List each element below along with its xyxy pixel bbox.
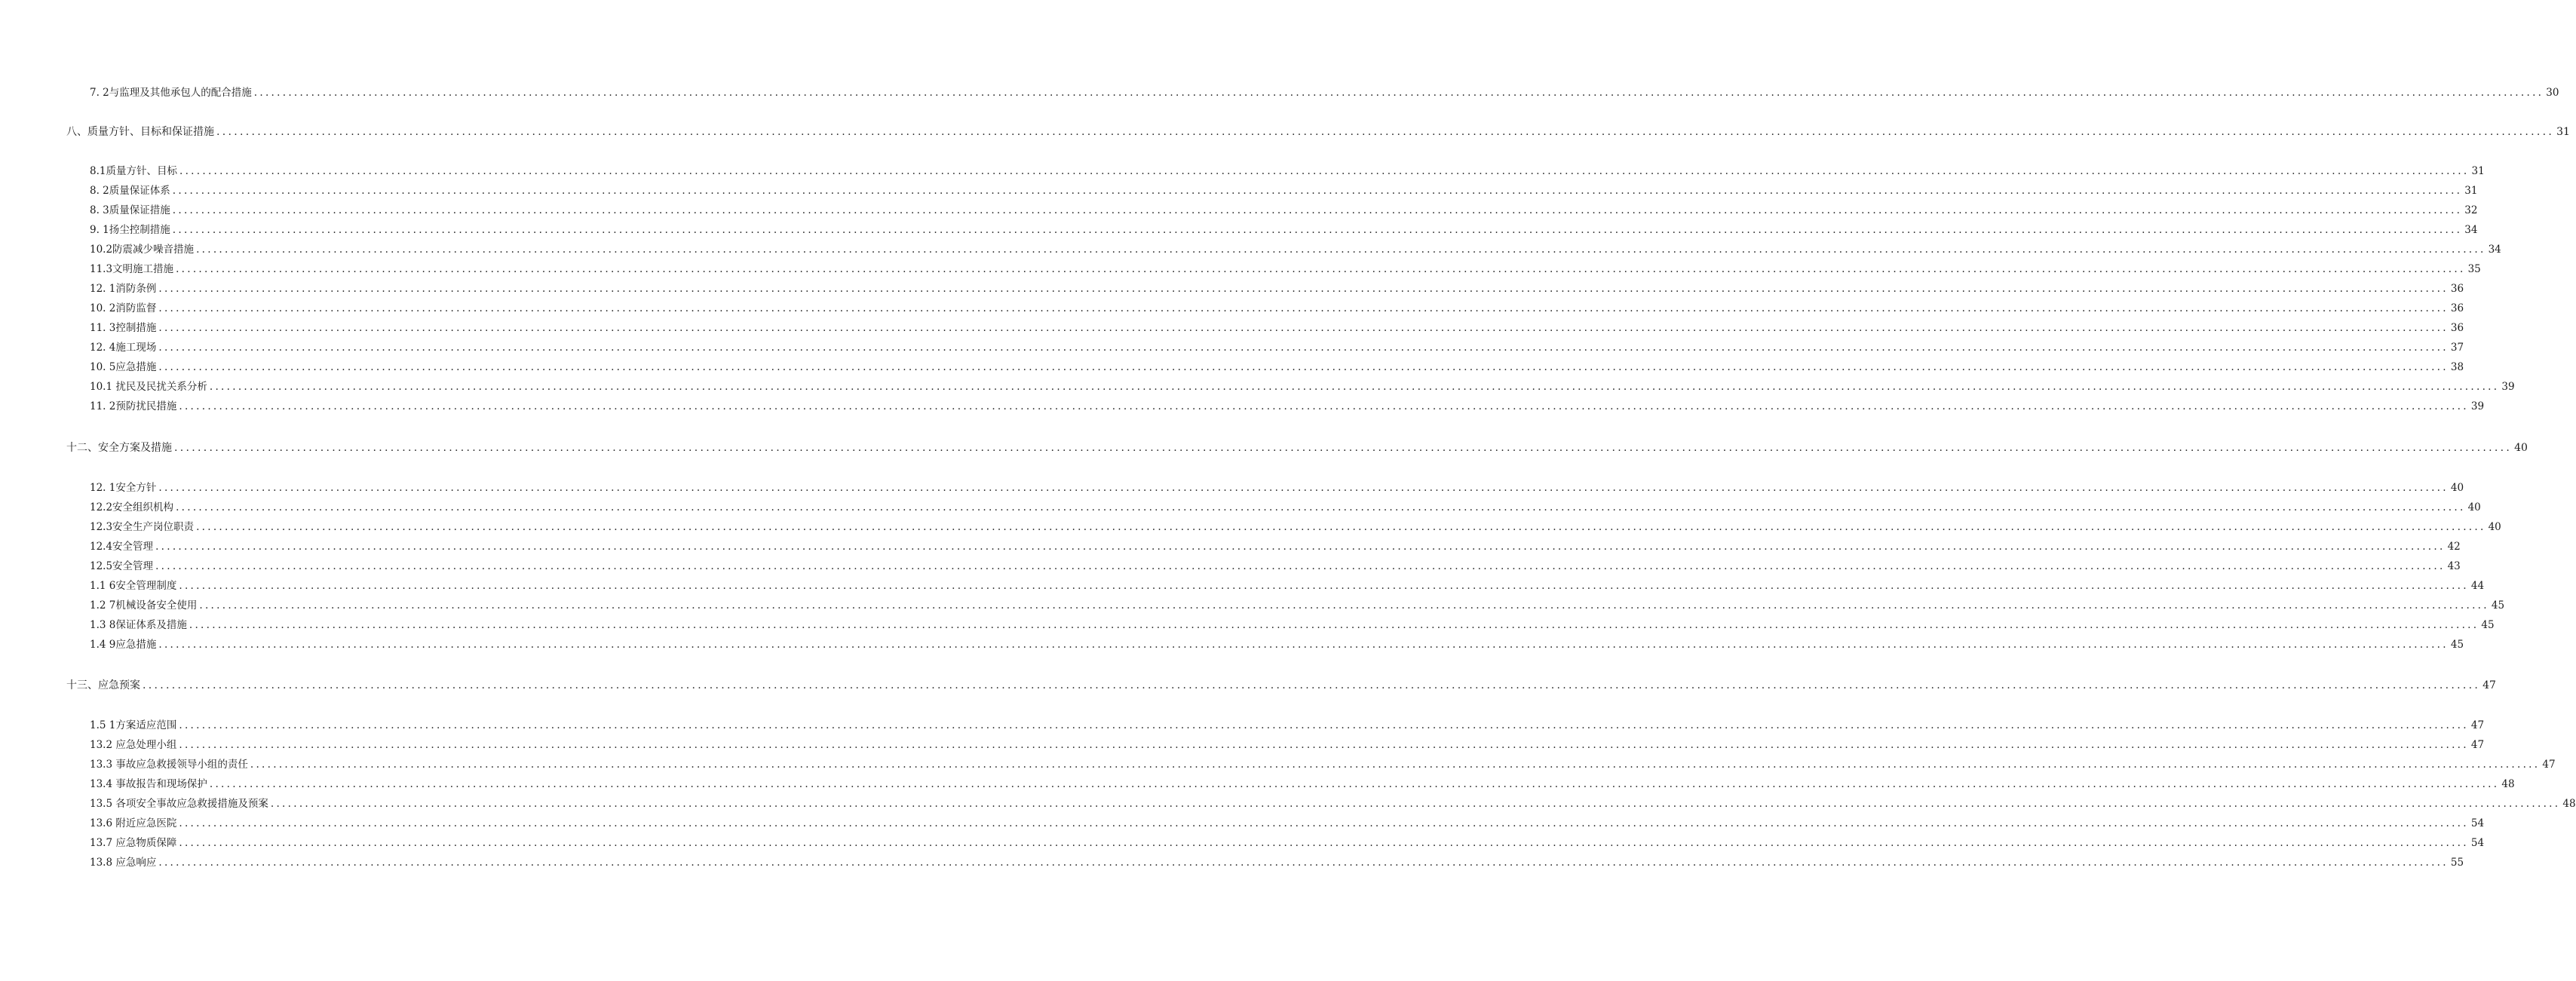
toc-entry-page: 39 [2501,381,2515,393]
toc-leader-dots: ................................................................................................................................................................................................................................................................................................................................................................................................................ [155,541,2446,553]
toc-entry[interactable] [90,320,2464,336]
toc-leader-dots: ................................................................................................................................................................................................................................................................................................................................................................................................................ [172,224,2463,236]
toc-entry-title: 13.5 各项安全事故应急救援措施及预案 [90,798,268,810]
toc-entry[interactable] [90,281,2464,297]
toc-entry[interactable] [90,222,2478,238]
toc-entry-title: 1.5 1方案适应范围 [90,719,177,731]
toc-entry-title: 8. 3质量保证措施 [90,204,170,216]
toc-entry-page: 34 [2464,224,2478,236]
toc-entry-page: 45 [2481,619,2495,631]
toc-entry-title: 12.5安全管理 [90,560,154,572]
toc-section-title: 十三、应急预案 [66,679,140,691]
toc-leader-dots: ................................................................................................................................................................................................................................................................................................................................................................................................................ [253,87,2544,99]
toc-section[interactable] [66,677,2496,694]
toc-leader-dots: ................................................................................................................................................................................................................................................................................................................................................................................................................ [158,322,2449,334]
toc-entry[interactable] [90,379,2515,395]
toc-entry-title: 7. 2与监理及其他承包人的配合措施 [90,87,252,99]
toc-leader-dots: ................................................................................................................................................................................................................................................................................................................................................................................................................ [209,381,2500,393]
toc-entry-title: 13.8 应急响应 [90,857,157,869]
toc-entry[interactable] [90,776,2515,792]
toc-entry-page: 54 [2470,817,2485,829]
toc-entry-title: 9. 1扬尘控制措施 [90,224,170,236]
toc-entry-page: 45 [2491,599,2505,612]
toc-entry-page: 40 [2488,521,2501,533]
toc-leader-dots: ................................................................................................................................................................................................................................................................................................................................................................................................................ [143,679,2481,691]
toc-entry-page: 47 [2470,719,2485,731]
toc-entry-title: 10. 5应急措施 [90,361,157,373]
toc-entry-title: 8.1质量方针、目标 [90,165,177,177]
toc-entry-page: 38 [2450,361,2464,373]
toc-entry-page: 37 [2450,342,2464,354]
toc-entry[interactable] [90,854,2464,871]
toc-entry[interactable] [90,241,2501,258]
toc-leader-dots: ................................................................................................................................................................................................................................................................................................................................................................................................................ [179,165,2470,177]
toc-entry-title: 11. 2预防扰民措施 [90,400,177,412]
toc-entry-title: 11.3文明施工措施 [90,263,174,275]
toc-leader-dots: ................................................................................................................................................................................................................................................................................................................................................................................................................ [196,244,2486,256]
toc-entry[interactable] [90,717,2485,734]
toc-entry-page: 48 [2501,778,2515,790]
toc-leader-dots: ................................................................................................................................................................................................................................................................................................................................................................................................................ [209,778,2500,790]
toc-entry-title: 12. 4施工现场 [90,342,157,354]
toc-leader-dots: ................................................................................................................................................................................................................................................................................................................................................................................................................ [270,798,2561,810]
toc-entry-title: 1.3 8保证体系及措施 [90,619,187,631]
toc-entry-page: 45 [2450,639,2464,651]
toc-entry[interactable] [90,84,2559,101]
toc-entry-page: 34 [2488,244,2501,256]
toc-section-title: 八、质量方针、目标和保证措施 [66,126,214,138]
toc-entry[interactable] [90,597,2505,614]
toc-entry-page: 40 [2467,501,2481,513]
toc-leader-dots: ................................................................................................................................................................................................................................................................................................................................................................................................................ [172,204,2463,216]
toc-entry-title: 12.3安全生产岗位职责 [90,521,195,533]
toc-leader-dots: ................................................................................................................................................................................................................................................................................................................................................................................................................ [179,817,2469,829]
toc-entry-title: 1.4 9应急措施 [90,639,157,651]
toc-leader-dots: ................................................................................................................................................................................................................................................................................................................................................................................................................ [158,361,2449,373]
toc-entry-page: 31 [2464,185,2478,197]
toc-leader-dots: ................................................................................................................................................................................................................................................................................................................................................................................................................ [179,719,2469,731]
toc-entry-page: 30 [2546,87,2559,99]
toc-section-page: 31 [2556,126,2570,138]
toc-entry[interactable] [90,636,2464,653]
toc-entry-title: 13.4 事故报告和现场保护 [90,778,207,790]
toc-leader-dots: ................................................................................................................................................................................................................................................................................................................................................................................................................ [176,501,2466,513]
toc-entry-page: 31 [2471,165,2485,177]
toc-entry-title: 13.2 应急处理小组 [90,739,177,751]
toc-entry-page: 54 [2470,837,2485,849]
toc-entry-title: 13.6 附近应急医院 [90,817,177,829]
toc-leader-dots: ................................................................................................................................................................................................................................................................................................................................................................................................................ [158,857,2449,869]
toc-entry[interactable] [90,300,2464,317]
toc-entry[interactable] [90,558,2461,575]
toc-entry[interactable] [90,163,2485,179]
toc-entry-page: 36 [2450,322,2464,334]
toc-entry-page: 42 [2447,541,2461,553]
toc-section[interactable] [66,440,2528,456]
toc-entry-title: 12.4安全管理 [90,541,154,553]
toc-entry-page: 43 [2447,560,2461,572]
toc-leader-dots: ................................................................................................................................................................................................................................................................................................................................................................................................................ [176,263,2466,275]
toc-entry[interactable] [90,578,2485,594]
toc-leader-dots: ................................................................................................................................................................................................................................................................................................................................................................................................................ [179,580,2469,592]
toc-entry[interactable] [90,202,2478,219]
toc-entry-page: 36 [2450,302,2464,314]
toc-entry[interactable] [90,538,2461,555]
toc-entry[interactable] [90,359,2464,376]
toc-entry[interactable] [90,796,2576,812]
toc-leader-dots: ................................................................................................................................................................................................................................................................................................................................................................................................................ [158,302,2449,314]
toc-entry[interactable] [90,261,2481,277]
toc-leader-dots: ................................................................................................................................................................................................................................................................................................................................................................................................................ [179,739,2469,751]
toc-entry-title: 11. 3控制措施 [90,322,157,334]
toc-leader-dots: ................................................................................................................................................................................................................................................................................................................................................................................................................ [199,599,2489,612]
toc-entry-title: 8. 2质量保证体系 [90,185,170,197]
toc-entry-title: 13.7 应急物质保障 [90,837,177,849]
toc-entry[interactable] [90,339,2464,356]
toc-entry-title: 12. 1消防条例 [90,283,157,295]
toc-leader-dots: ................................................................................................................................................................................................................................................................................................................................................................................................................ [158,283,2449,295]
toc-entry-title: 12. 1安全方针 [90,482,157,494]
toc-entry-title: 1.2 7机械设备安全使用 [90,599,198,612]
toc-entry-title: 1.1 6安全管理制度 [90,580,177,592]
toc-entry-title: 10. 2消防监督 [90,302,157,314]
toc-entry[interactable] [90,519,2501,535]
toc-entry-title: 10.2防震减少噪音措施 [90,244,195,256]
toc-entry[interactable] [90,835,2485,851]
toc-entry[interactable] [90,617,2495,633]
toc-leader-dots: ................................................................................................................................................................................................................................................................................................................................................................................................................ [155,560,2446,572]
toc-entry[interactable] [90,756,2556,773]
toc-entry-page: 39 [2470,400,2485,412]
toc-entry[interactable] [90,499,2481,516]
toc-leader-dots: ................................................................................................................................................................................................................................................................................................................................................................................................................ [158,342,2449,354]
toc-entry-page: 47 [2542,759,2556,771]
toc-leader-dots: ................................................................................................................................................................................................................................................................................................................................................................................................................ [172,185,2463,197]
toc-entry-page: 36 [2450,283,2464,295]
toc-entry-title: 10.1 扰民及民扰关系分析 [90,381,207,393]
toc-leader-dots: ................................................................................................................................................................................................................................................................................................................................................................................................................ [196,521,2486,533]
toc-leader-dots: ................................................................................................................................................................................................................................................................................................................................................................................................................ [158,482,2449,494]
toc-entry[interactable] [90,182,2478,199]
toc-entry-page: 40 [2450,482,2464,494]
toc-section[interactable] [66,124,2570,140]
toc-section-page: 47 [2482,679,2496,691]
toc-entry-page: 35 [2467,263,2481,275]
toc-entry-title: 12.2安全组织机构 [90,501,174,513]
toc-entry[interactable] [90,480,2464,496]
toc-entry[interactable] [90,398,2485,415]
toc-leader-dots: ................................................................................................................................................................................................................................................................................................................................................................................................................ [179,400,2469,412]
toc-leader-dots: ................................................................................................................................................................................................................................................................................................................................................................................................................ [250,759,2541,771]
toc-entry[interactable] [90,737,2485,753]
toc-section-title: 十二、安全方案及措施 [66,442,172,454]
toc-entry-page: 44 [2470,580,2485,592]
toc-section-page: 40 [2514,442,2528,454]
toc-leader-dots: ................................................................................................................................................................................................................................................................................................................................................................................................................ [216,126,2555,138]
toc-entry-page: 47 [2470,739,2485,751]
toc-entry-title: 13.3 事故应急救援领导小组的责任 [90,759,248,771]
toc-entry-page: 48 [2562,798,2576,810]
toc-entry-page: 55 [2450,857,2464,869]
toc-leader-dots: ................................................................................................................................................................................................................................................................................................................................................................................................................ [189,619,2479,631]
toc-entry-page: 32 [2464,204,2478,216]
toc-entry[interactable] [90,815,2485,832]
toc-leader-dots: ................................................................................................................................................................................................................................................................................................................................................................................................................ [174,442,2513,454]
toc-leader-dots: ................................................................................................................................................................................................................................................................................................................................................................................................................ [158,639,2449,651]
toc-leader-dots: ................................................................................................................................................................................................................................................................................................................................................................................................................ [179,837,2469,849]
